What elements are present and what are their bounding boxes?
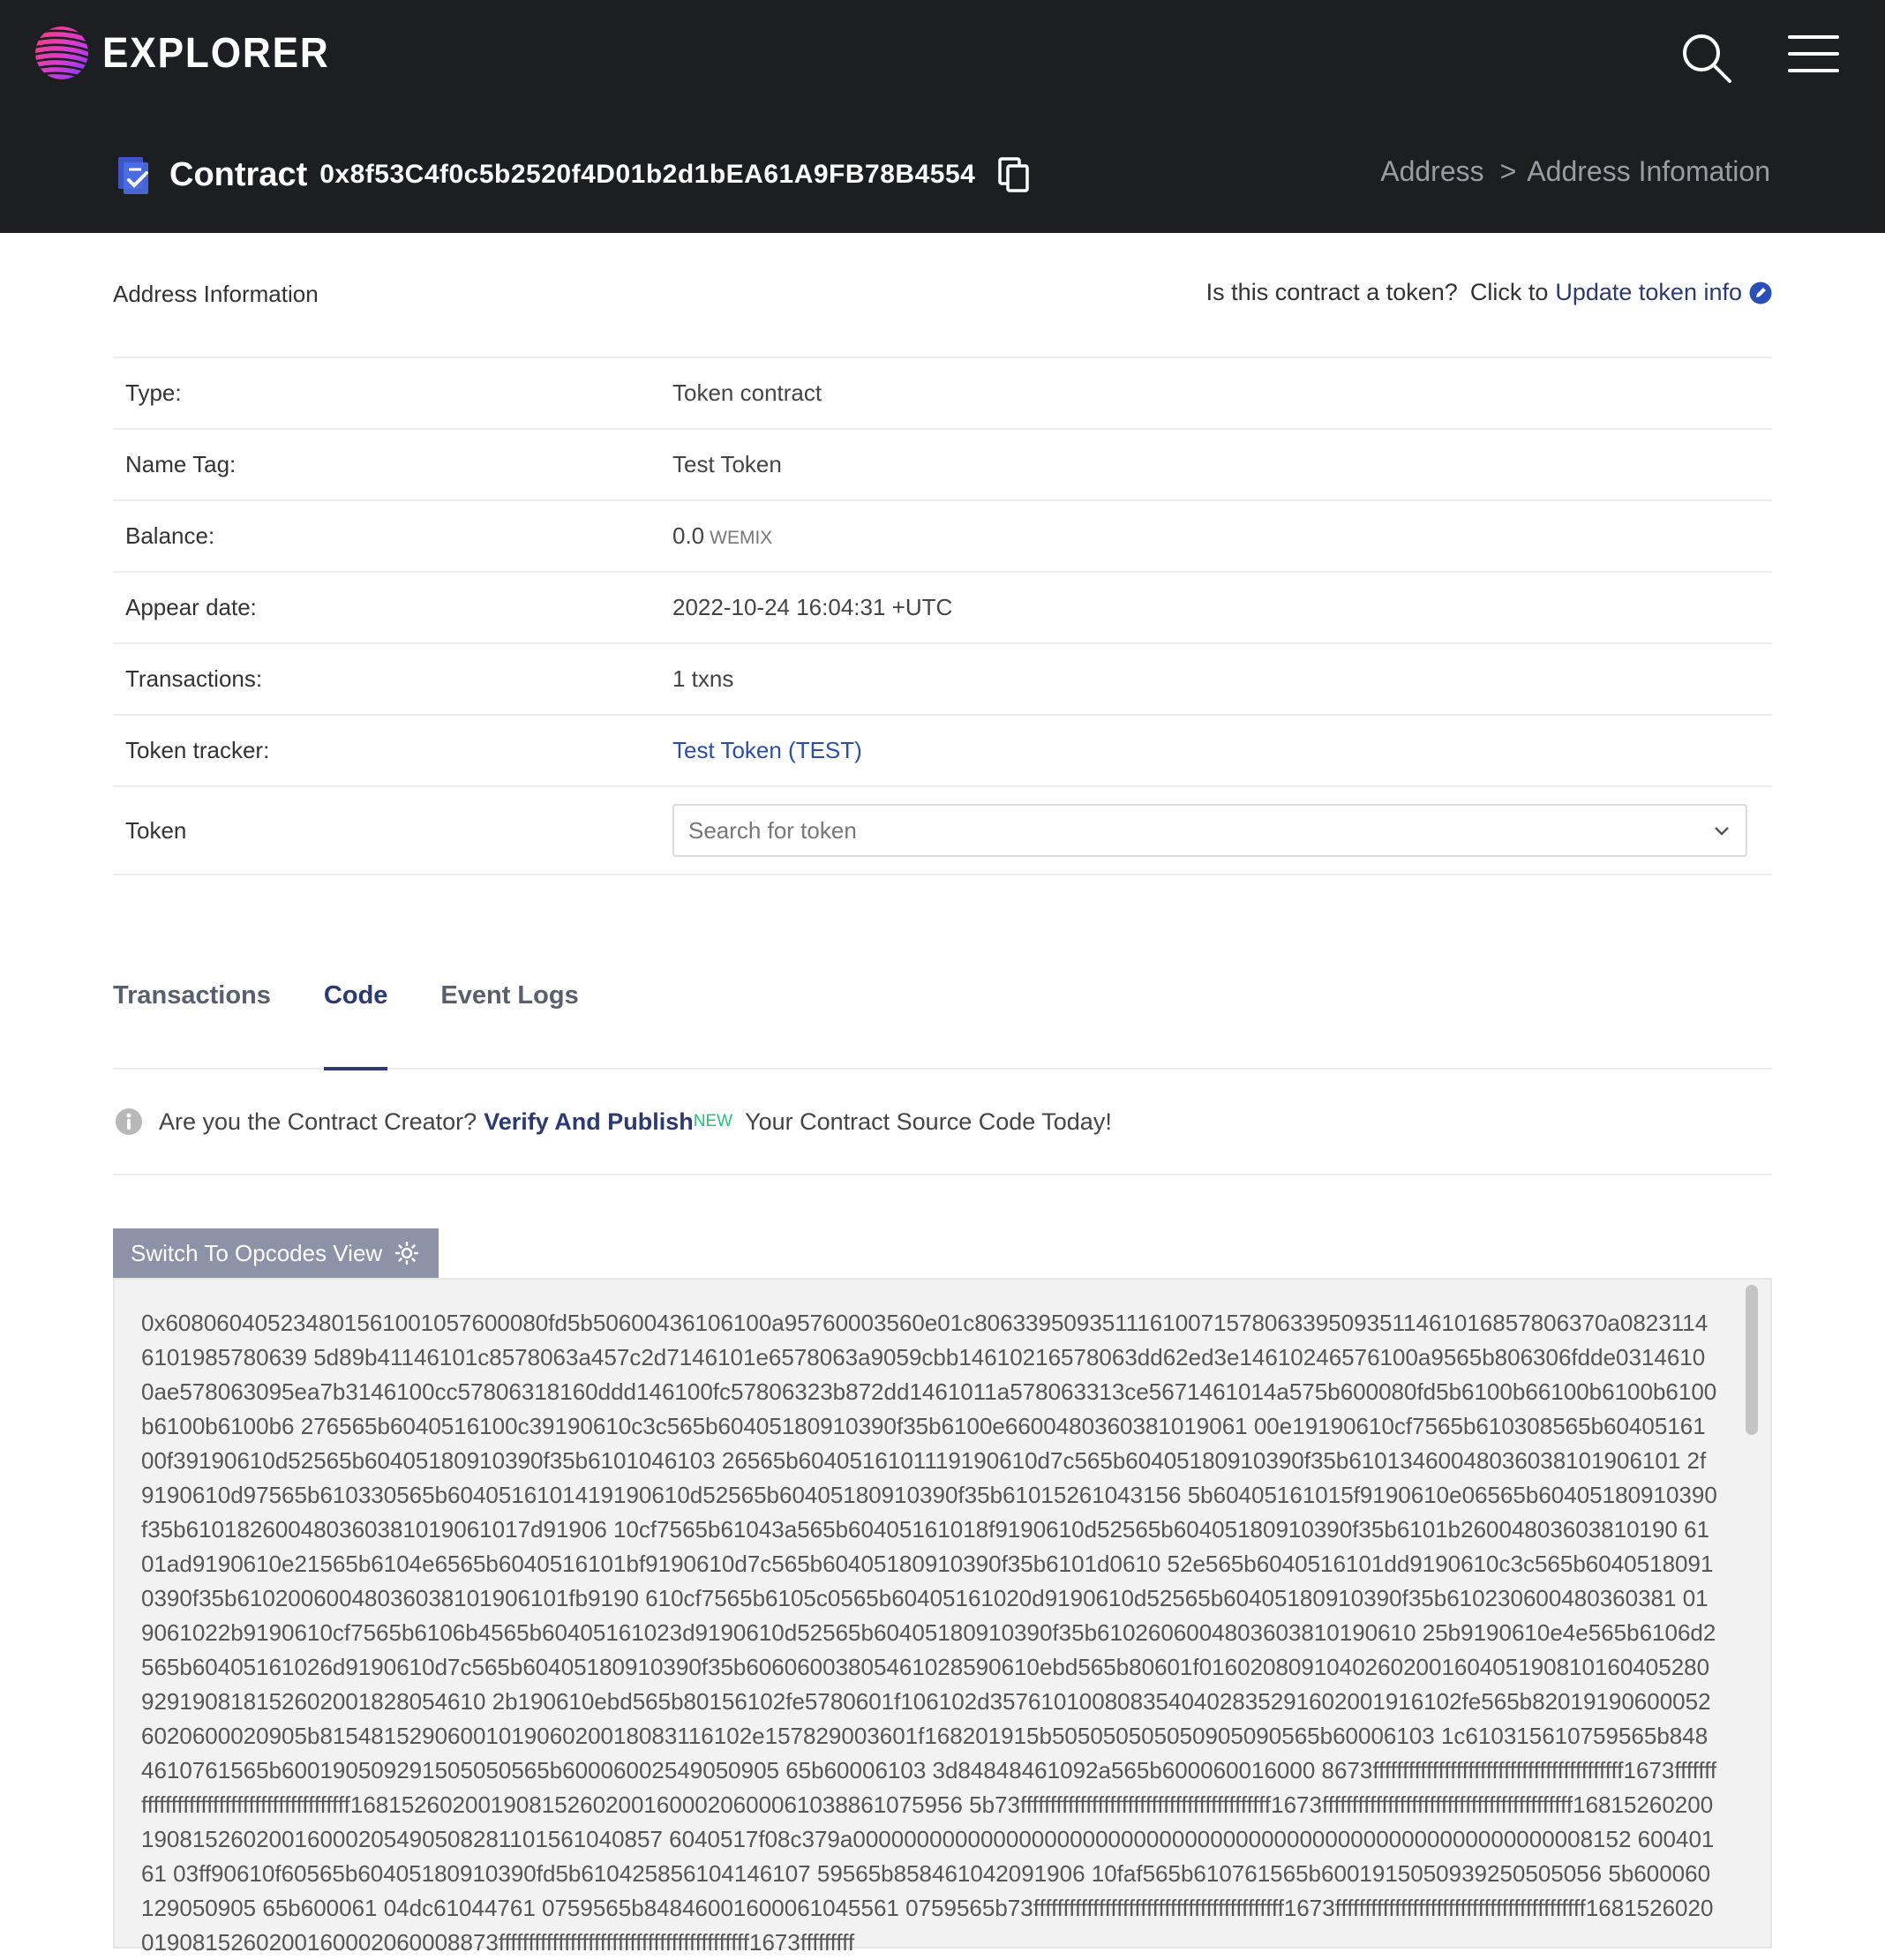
breadcrumb	[1380, 155, 1770, 188]
copy-icon[interactable]	[998, 157, 1030, 192]
breadcrumb-address-link[interactable]: Address	[1380, 155, 1484, 187]
appear-date-value: 2022-10-24 16:04:31 +UTC	[672, 594, 953, 620]
hamburger-menu-icon[interactable]	[1788, 35, 1839, 76]
switch-opcodes-label: Switch To Opcodes View	[131, 1239, 383, 1266]
section-title: Address Information	[113, 281, 319, 307]
code-scrollbar[interactable]	[1746, 1285, 1758, 1435]
breadcrumb-separator: >	[1499, 155, 1517, 187]
contract-icon	[115, 154, 157, 196]
info-row-appear-date	[113, 573, 1772, 644]
bytecode-text: 0x608060405234801561001057600080fd5b50600436106100a95760003560e01c80633950935111610071578063395093511461016857806370a08231146101985780639 5d89b41146101c8578063a457c2d7146101e6578063a9059cbb14610216578063dd62ed3e14610246576100a9565b806306fdde03146100ae578063095ea7b3146100cc57806318160ddd146100fc57806323b872dd1461011a578063313ce5671461014a575b600080fd5b6100b66100b6100b6100b6100b6100b6 276565b6040516100c39190610c3c565b60405180910390f35b6100e6600480360381019061 00e19190610cf7565b610308565b6040516100f39190610d52565b60405180910390f35b6101046103 26565b6040516101119190610d7c565b60405180910390f35b61013460048036038101906101 2f9190610d97565b610330565b6040516101419190610d52565b60405180910390f35b61015261043156 5b60405161015f9190610e06565b60405180910390f35b610182600480360381019061017d91906 10cf7565b61043a565b60405161018f9190610d52565b60405180910390f35b6101b26004803603810190 6101ad9190610e21565b6104e6565b6040516101bf9190610d7c565b60405180910390f35b6101d0610 52e565b6040516101dd9190610c3c565b60405180910390f35b61020060048036038101906101fb9190 610cf7565b6105c0565b60405161020d9190610d52565b60405180910390f35b610230600480360381 019061022b9190610cf7565b6106b4565b60405161023d9190610d52565b60405180910390f35b6102606004803603810190610 25b9190610e4e565b6106d2565b60405161026d9190610d7c565b60405180910390f35b60606003805461028590610ebd565b80601f0160208091040260200160405190810160405280929190818152602001828054610 2b190610ebd565b80156102fe5780601f106102d3576101008083540402835291602001916102fe565b820191906000526020600020905b8154815290600101906020018083116102e157829003601f168201915b505050505050905090565b60006103 1c610315610759565b8484610761565b600190509291505050565b60006002549050905 65b60006103 3d84848461092a565b600060016000 8673ffffffffffffffffffffffffffffffffffffffffff1673ffffffffffffffffffffffffffffffffffffffffff168152602001908152602001600020600061038861075956 5b73ffffffffffffffffffffffffffffffffffffffffff1673ffffffffffffffffffffffffffffffffffffffffff1681526020019081526020016000205490508281101561040857 6040517f08c379a0000000000000000000000000000000000000000000000000000000008152 60040161 03ff90610f60565b60405180910390fd5b610425856104146107 59565b858461042091906 10faf565b610761565b6001915050939250505056 5b600060129050905 65b600061 04dc61044761 0759565b84846001600061045561 0759565b73ffffffffffffffffffffffffffffffffffffffffff1673ffffffffffffffffffffffffffffffffffffffffff16815260200190815260200160002060008873ffffffffffffffffffffffffffffffffffffffffff1673fffffffff	[141, 1310, 1717, 1956]
balance-value-wrap	[672, 522, 772, 550]
notice-suffix: Your Contract Source Code Today!	[745, 1108, 1112, 1135]
name-tag-label: Name Tag:	[125, 451, 237, 477]
explorer-logo[interactable]	[34, 25, 349, 81]
info-row-balance	[113, 501, 1772, 573]
token-question-text: Is this contract a token?	[1205, 279, 1458, 305]
breadcrumb-current: Address Infomation	[1527, 155, 1770, 187]
logo-mark-icon	[34, 25, 90, 81]
main-content	[113, 233, 1772, 1956]
contract-address: 0x8f53C4f0c5b2520f4D01b2d1bEA61A9FB78B4554	[319, 160, 976, 189]
balance-label: Balance:	[125, 522, 215, 549]
new-badge: NEW	[693, 1112, 733, 1130]
transactions-label: Transactions:	[125, 665, 263, 692]
content-tabs	[113, 946, 1772, 1070]
chevron-down-icon	[1712, 821, 1731, 840]
notice-prefix: Are you the Contract Creator?	[159, 1108, 477, 1135]
update-token-info-link[interactable]: Update token info	[1555, 279, 1742, 305]
top-header	[0, 0, 1885, 233]
info-row-token-tracker	[113, 716, 1772, 787]
token-tracker-label: Token tracker:	[125, 737, 270, 763]
balance-unit: WEMIX	[710, 528, 773, 548]
balance-value: 0.0	[672, 522, 705, 549]
info-row-name-tag	[113, 430, 1772, 501]
token-search-select[interactable]	[672, 804, 1747, 857]
brand-name: EXPLORER	[102, 29, 330, 77]
info-row-token	[113, 787, 1772, 875]
name-tag-value: Test Token	[672, 451, 782, 477]
tab-event-logs[interactable]: Event Logs	[440, 981, 579, 1010]
address-info-table	[113, 357, 1772, 875]
info-row-type	[113, 358, 1772, 430]
address-info-header	[113, 233, 1772, 357]
tab-code[interactable]: Code	[324, 946, 388, 1068]
token-click-prefix: Click to	[1469, 279, 1549, 305]
transactions-value: 1 txns	[672, 665, 734, 692]
verify-publish-link[interactable]: Verify And Publish	[484, 1108, 694, 1135]
info-row-transactions	[113, 644, 1772, 716]
appear-date-label: Appear date:	[125, 594, 257, 620]
type-value: Token contract	[672, 379, 822, 406]
contract-label: Contract	[169, 155, 308, 193]
gear-icon	[393, 1239, 421, 1267]
info-icon	[115, 1108, 143, 1136]
search-icon[interactable]	[1680, 32, 1733, 85]
contract-heading	[115, 150, 1030, 199]
edit-icon[interactable]	[1749, 282, 1772, 304]
verify-notice	[113, 1070, 1772, 1175]
token-label: Token	[125, 816, 187, 844]
tab-transactions[interactable]: Transactions	[113, 981, 271, 1010]
type-label: Type:	[125, 379, 182, 406]
switch-opcodes-button[interactable]	[113, 1228, 439, 1278]
bytecode-viewer[interactable]	[113, 1278, 1772, 1956]
token-search-placeholder: Search for token	[688, 816, 857, 844]
token-question	[1206, 279, 1772, 306]
token-tracker-link[interactable]: Test Token (TEST)	[672, 737, 862, 763]
